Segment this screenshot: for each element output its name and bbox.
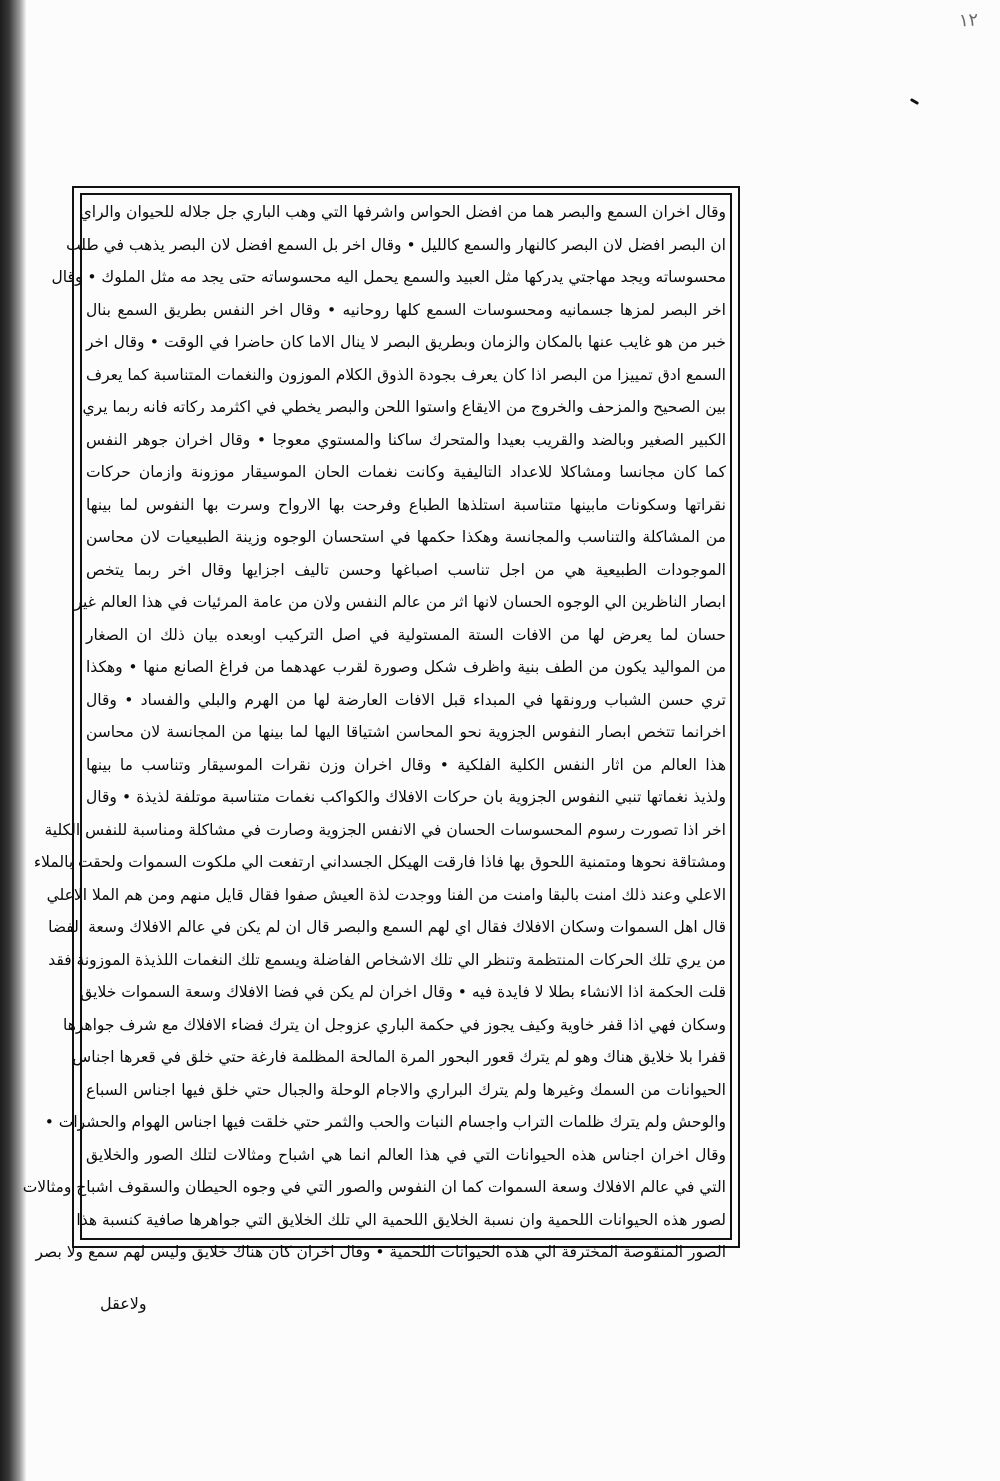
text-line: ان البصر افضل لان البصر كالنهار والسمع كالليل • وقال اخر بل السمع افضل لان البصر يذهب في طلب: [66, 235, 726, 254]
text-line: هذا العالم من اثار النفس الكلية الفلكية • وقال اخران وزن نقرات الموسيقار وتناسب ما بينها: [86, 755, 726, 774]
text-line: ولذيذ نغماتها تنبي النفوس الجزوية بان حركات الافلاك والكواكب نغمات متناسبة موتلفة لذيذة • وقال: [86, 788, 726, 806]
text-line: وقال اخران اجناس هذه الحيوانات التي في هذا العالم انما هي اشباح ومثالات لتلك الصور والخلايق: [86, 1145, 726, 1164]
text-line: السمع ادق تمييزا من البصر اذا كان يعرف بجودة الذوق الكلام الموزون والنغمات المتناسبة كما يعرف: [86, 365, 726, 384]
text-line: لصور هذه الحيوانات اللحمية وان نسبة الخلايق اللحمية الي تلك الخلايق التي جواهرها صافية كنسبة هذا: [76, 1210, 726, 1229]
catchword: ولاعقل: [100, 1294, 147, 1313]
text-line: تري حسن الشباب ورونقها في المبداء قبل الافات العارضة لها من الهرم والبلي والفساد • وقال: [86, 690, 726, 709]
text-line: بين الصحيح والمزحف والخروج من الايقاع واستوا اللحن والبصر يخطي في اكثرمد ركاته فانه ربما يري: [82, 398, 726, 416]
text-line: وقال اخران السمع والبصر هما من افضل الحواس واشرفها التي وهب الباري جل جلاله للحيوان والراي: [79, 203, 726, 221]
text-line: نقراتها وسكونات مابينها متناسبة استلذها الطباع وفرحت بها الارواح وسرت بها النفوس لما بينها: [86, 495, 726, 514]
text-line: من المشاكلة والتناسب والمجانسة وهكذا حكمها في استحسان الوجوه وزينة الطبيعيات لان محاسن: [86, 528, 726, 546]
text-line: محسوساته ويجد مهاجتي يدركها مثل العبيد والسمع يحمل اليه محسوساته حتى يجد مه مثل الملوك • وقال: [51, 268, 726, 286]
text-line: من يري تلك الحركات المنتظمة وتنظر الي تلك الاشخاص الفاضلة ويسمع تلك النغمات اللذيذة الموزونة فقد: [48, 950, 726, 969]
text-line: الصور المنقوصة المخترقة الي هذه الحيوانات اللحمية • وقال اخران كان هناك خلايق وليس لهم سمع ولا بصر: [35, 1243, 726, 1261]
text-line: قلت الحكمة اذا الانشاء بطلا لا فايدة فيه • وقال اخران لم يكن في فضا الافلاك وسعة السموات خلايق: [80, 983, 726, 1001]
text-line: خبر من هو غايب عنها بالمكان والزمان وبطريق البصر لا ينال الاما كان حاضرا في الوقت • وقال اخر: [86, 333, 726, 351]
text-line: من المواليد يكون من الطف بنية واظرف شكل وصورة لقرب عهدهما من فراغ الصانع منها • وهكذا: [86, 658, 726, 676]
text-line: الاعلي وعند ذلك امنت بالبقا وامنت من الفنا ووجدت لذة العيش صفوا فقال قايل منهم ومن هم الملا الاعلي: [46, 885, 726, 904]
text-line: الموجودات الطبيعية هي من اجل تناسب اصباغها وحسن تاليف اجزايها وقال اخر ربما يتخص: [86, 560, 726, 579]
text-line: والوحش ولم يترك ظلمات التراب واجسام النبات والحب والثمر حتي خلقت فيها اجناس الهوام والحشرات •: [44, 1113, 726, 1131]
text-line: الحيوانات من السمك وغيرها ولم يترك البراري والاجام الوحلة والجبال حتي خلق فيها اجناس السباع: [86, 1080, 726, 1099]
text-line: وسكان فهي اذا قفر خاوية وكيف يجوز في حكمة الباري عزوجل ان يترك فضاء الافلاك مع شرف جواهرها: [62, 1015, 726, 1034]
main-text-block: [22, 196, 726, 1261]
binding-gutter-shadow: [0, 0, 26, 1481]
text-line: اخر البصر لمزها جسمانيه ومحسوسات السمع كلها روحانيه • وقال اخر النفس بطريق السمع بنال: [86, 300, 726, 319]
text-line: الكبير الصغير وبالضد والقريب بعيدا والمتحرك ساكنا والمستوي معوجا • وقال اخران جوهر النفس: [86, 430, 726, 449]
text-line: اخر اذا تصورت رسوم المحسوسات الحسان في الانفس الجزوية وصارت في مشاكلة ومناسبة للنفس الكلية: [44, 820, 726, 839]
text-line: قال اهل السموات وسكان الافلاك فقال اي لهم السمع والبصر قال ان لم يكن في عالم الافلاك وسعة الفضا: [48, 918, 726, 936]
ink-mark: [910, 98, 919, 105]
text-line: قفرا بلا خلايق هناك وهو لم يترك قعور البحور المرة المالحة المظلمة فارغة حتي خلق في قعرها اجناس: [72, 1048, 726, 1066]
text-line: ومشتاقة نحوها ومتمنية اللحوق بها فاذا فارقت الهيكل الجسداني ارتفعت الي ملكوت السموات ولحقت بالملاء: [33, 853, 726, 871]
text-line: التي في عالم الافلاك وسعة السموات كما ان النفوس والصور التي في وجوه الحيطان والسقوف اشباح ومثالات: [22, 1178, 726, 1196]
text-line: ابصار الناظرين الي الوجوه الحسان لانها اثر من عالم النفس ولان من عامة المرئيات في هذا العالم غير: [74, 593, 726, 611]
text-line: حسان لما يعرض لها من الافات الستة المستولية في اصل التركيب اوبعده بيان ذلك ان الصغار: [86, 625, 726, 644]
folio-number: ۱۲: [957, 9, 979, 32]
text-line: اخرانما تتخص ابصار النفوس الجزوية نحو المحاسن اشتياقا اليها لما بينها من المجانسة لان محاسن: [86, 723, 726, 741]
text-line: كما كان مجانسا ومشاكلا للاعداد التاليفية وكانت نغمات الحان الموسيقار موزونة وازمان حركات: [86, 463, 726, 481]
